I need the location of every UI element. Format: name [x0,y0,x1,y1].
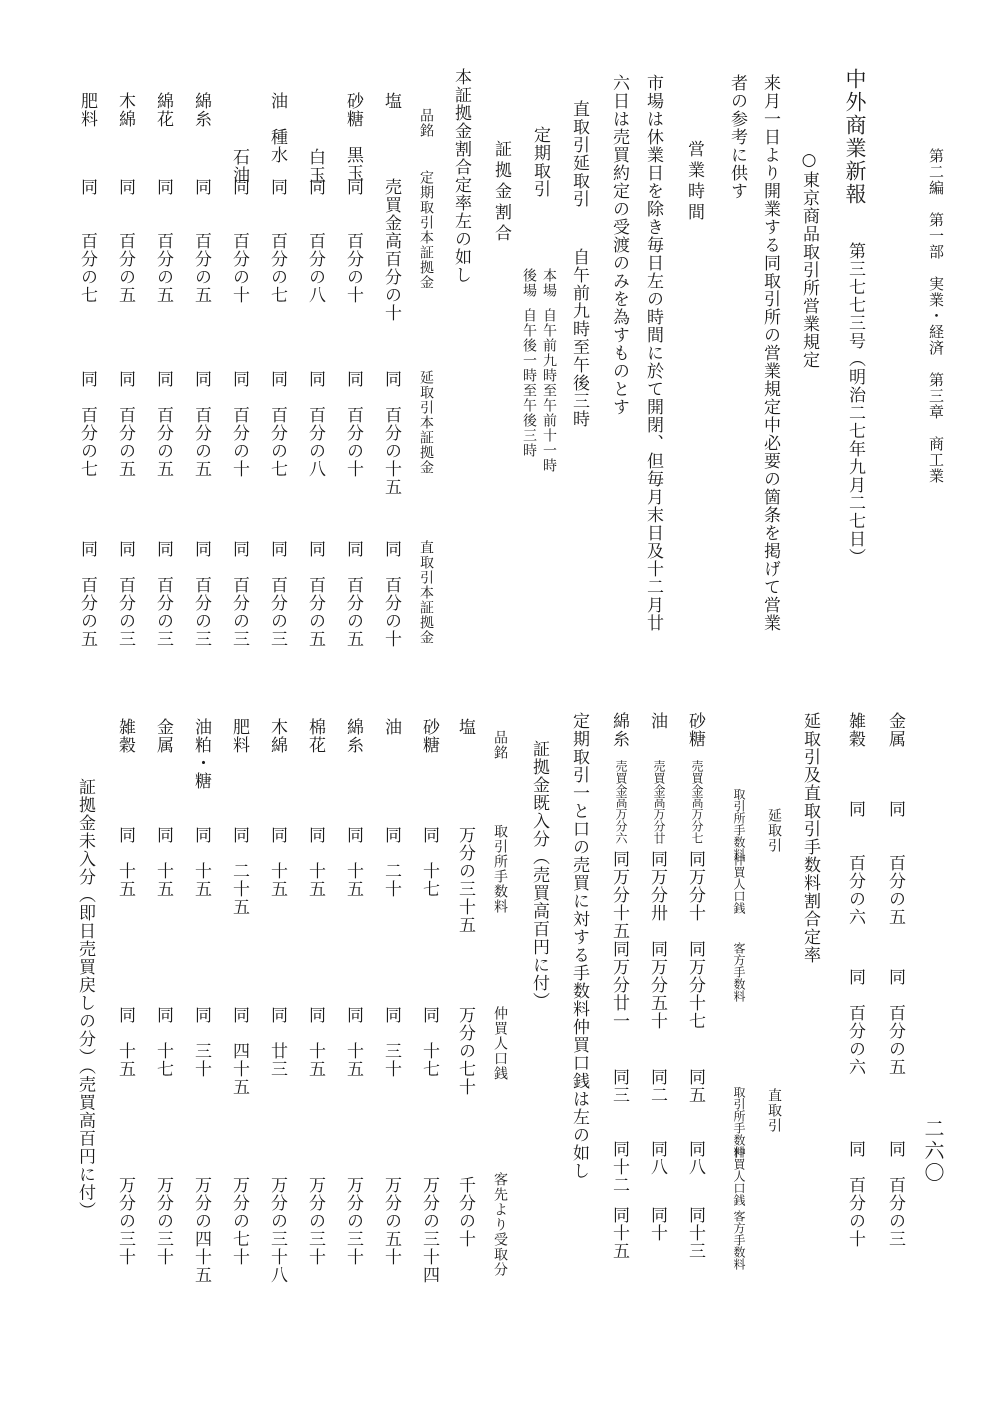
table-cell: 同 百分の五 [115,178,135,304]
fee-col-header: 客方手数料 [732,942,746,1002]
table-row-name: 雑穀 [845,712,865,748]
table-cell: 同 百分の十 [343,178,363,304]
regular-front-hours: 自午前九時至午前十一時 [541,308,557,473]
fee-group-deferred: 延取引 [766,808,782,853]
fee-col-header: 取引所手数料 [732,788,746,860]
table-cell: 同 百分の六 [845,968,865,1076]
page-number: 二六〇 [921,1118,945,1184]
table-cell: 万分の三十四 [419,1176,439,1284]
table-row-name: 肥料 [229,718,249,754]
table-row-name: 雑穀 [115,718,135,754]
table-row-name: 油 [381,718,401,736]
article-title: ○東京商品取引所営業規定 [799,150,819,369]
fee-cell: 同十二 [609,1140,629,1194]
table-cell: 同 百分の七 [267,178,287,304]
table-row-name: 白玉 [305,148,325,184]
fee-cell: 同十三 [685,1206,705,1260]
table-row-name: 金属 [885,712,905,748]
table-cell: 同 十五 [191,826,211,898]
table-cell: 同 百分の五 [885,800,905,926]
fee-cell: 同万分十五 [609,850,629,940]
table-cell: 万分の三十 [343,1176,363,1266]
fee-col-header: 取引所手数料 [492,824,508,914]
table-row-name: 棉花 [305,718,325,754]
table-cell: 同 百分の八 [305,370,325,478]
table-row-name: 砂糖 黒玉 [343,92,363,182]
table-cell: 同 十五 [153,826,173,898]
table-cell: 同 百分の五 [77,540,97,648]
fee-col-header: 仲買人口銭 [732,854,746,914]
table-cell: 同 十五 [305,1006,325,1078]
col-header-item: 品銘 [418,108,434,138]
table-row-name: 綿花 [153,92,173,128]
regular-front-label: 本場 [541,268,557,298]
table-cell: 万分の三十五 [455,826,475,934]
fee-cell: 同万分十 [685,850,705,922]
regular-back-hours: 自午後一時至午後三時 [521,308,537,458]
margin-heading: 証拠金割合 [491,140,511,245]
fee-cell: 同十 [647,1206,667,1242]
table-cell: 同 二十 [381,826,401,898]
table-cell: 同 百分の三 [885,1140,905,1248]
fee-row-name: 綿糸 [609,712,629,748]
table-row-name: 油粕・糖 [191,718,211,790]
table-row-name: 金属 [153,718,173,754]
fee-cell: 同万分卅 [647,850,667,922]
table-cell: 同 百分の七 [267,370,287,478]
table-cell: 万分の五十 [381,1176,401,1266]
margin-in-heading: 証拠金既入分（売買高百円に付） [529,740,549,1010]
paragraph-2a: 市場は休業日を除き毎日左の時間に於て開閉、但毎月末日及十二月廿 [643,74,663,632]
paragraph-2b: 六日は売買約定の受渡のみを為すものとす [609,74,629,416]
margin-not-in-heading: 証拠金未入分（即日売買戻しの分）（売買高百円に付） [75,778,95,1220]
fee-cell: 同三 [609,1068,629,1104]
fee-cell: 同五 [685,1068,705,1104]
table-cell: 同 百分の七 [77,370,97,478]
fee-col-header: 取引所手数料 [732,1086,746,1158]
fee-row-name: 油 [647,712,667,730]
table-row-name: 肥料 [77,92,97,128]
fee-cell: 同八 [647,1140,667,1176]
table-cell: 同 十五 [343,826,363,898]
regular-label: 定期取引 [530,126,550,198]
table-cell: 同 百分の五 [153,370,173,478]
regular-fee-text: 定期取引一と口の売買に対する手数料仲買口銭は左の如し [569,712,589,1180]
table-cell: 同 十五 [115,1006,135,1078]
direct-label: 直取引延取引 [569,100,589,208]
table-cell: 同 百分の三 [191,540,211,648]
table-cell: 同 十七 [419,826,439,898]
table-cell: 同 十五 [343,1006,363,1078]
table-cell: 同 十五 [267,826,287,898]
table-cell: 同 百分の三 [267,540,287,648]
col-header-direct: 直取引本証拠金 [418,540,434,645]
table-cell: 同 百分の六 [845,800,865,926]
fee-cell: 同万分廿一 [609,940,629,1030]
fee-cell: 同八 [685,1140,705,1176]
table-cell: 同 百分の七 [77,178,97,304]
table-cell: 万分の三十 [115,1176,135,1266]
table-row-name: 砂糖 [419,718,439,754]
table-cell: 万分の三十 [305,1176,325,1266]
fee-group-direct: 直取引 [766,1088,782,1133]
fee-col-header: 仲買人口銭 [492,1006,508,1081]
margin-intro: 本証拠金割合定率左の如し [451,68,471,284]
table-cell: 同 百分の三 [115,540,135,648]
fee-cell: 売買金高万分七 [690,760,704,844]
table-cell: 千分の十 [455,1176,475,1248]
table-cell: 同 百分の五 [191,178,211,304]
col-header-deferred: 延取引本証拠金 [418,370,434,475]
table-cell: 同 三十 [381,1006,401,1078]
fee-col-header: 品銘 [492,730,508,760]
regular-back-label: 後場 [521,268,537,298]
table-cell: 売買金高百分の十 [381,178,401,322]
table-cell: 同 百分の五 [305,540,325,648]
table-cell: 同 十七 [153,1006,173,1078]
table-cell: 同 百分の五 [153,178,173,304]
issue-line: 第三七七三号（明治二七年九月二七日） [845,242,865,566]
fee-heading: 延取引及直取引手数料割合定率 [800,712,820,964]
table-row-name: 塩 [381,92,401,110]
table-cell: 同 百分の十 [229,370,249,478]
table-cell: 同 十五 [305,826,325,898]
direct-hours: 自午前九時至午後三時 [569,248,589,428]
fee-col-header: 仲買人口銭 [732,1146,746,1206]
table-row-name: 木綿 [267,718,287,754]
table-cell: 万分の七十 [229,1176,249,1266]
table-cell: 同 百分の十五 [381,370,401,496]
table-cell: 同 百分の三 [229,540,249,648]
fee-row-name: 砂糖 [685,712,705,748]
table-cell: 万分の三十八 [267,1176,287,1284]
table-cell: 同 百分の十 [229,178,249,304]
fee-cell: 同万分五十 [647,940,667,1030]
table-cell: 同 二十五 [229,826,249,916]
table-cell: 同 百分の五 [343,540,363,648]
table-cell: 同 四十五 [229,1006,249,1096]
fee-cell: 売買金高万分廿 [652,760,666,844]
table-cell: 万分の四十五 [191,1176,211,1284]
table-cell: 同 百分の十 [845,1140,865,1248]
paragraph-1b: 者の参考に供す [727,74,747,200]
table-cell: 万分の三十 [153,1176,173,1266]
table-cell: 同 百分の八 [305,178,325,304]
table-cell: 同 十五 [115,826,135,898]
paragraph-1a: 来月一日より開業する同取引所の営業規定中必要の箇条を掲げて営業 [760,74,780,632]
table-cell: 同 十七 [419,1006,439,1078]
table-cell: 同 百分の三 [153,540,173,648]
table-cell: 同 百分の五 [191,370,211,478]
table-cell: 同 百分の十 [381,540,401,648]
fee-cell: 同十五 [609,1206,629,1260]
fee-cell: 同万分十七 [685,940,705,1030]
table-cell: 万分の七十 [455,1006,475,1096]
table-row-name: 綿糸 [191,92,211,128]
table-cell: 同 廿三 [267,1006,287,1078]
table-row-name: 綿糸 [343,718,363,754]
table-row-name: 油 種水 [267,92,287,164]
table-cell: 同 三十 [191,1006,211,1078]
table-cell: 同 百分の五 [885,968,905,1076]
newspaper-title: 中外商業新報 [843,68,867,206]
col-header-regular: 定期取引本証拠金 [418,170,434,290]
table-row-name: 塩 [455,718,475,736]
fee-col-header: 客方手数料 [732,1210,746,1270]
fee-col-header: 客先より受取分 [492,1172,508,1277]
fee-cell: 売買金高万分六 [614,760,628,844]
fee-cell: 同二 [647,1068,667,1104]
running-head: 第二編 第一部 実業・経済 第三章 商工業 [927,148,945,484]
hours-heading: 営業時間 [684,140,704,224]
table-cell: 同 百分の十 [343,370,363,478]
table-row-name: 石油 [229,148,249,184]
table-row-name: 木綿 [115,92,135,128]
table-cell: 同 百分の五 [115,370,135,478]
